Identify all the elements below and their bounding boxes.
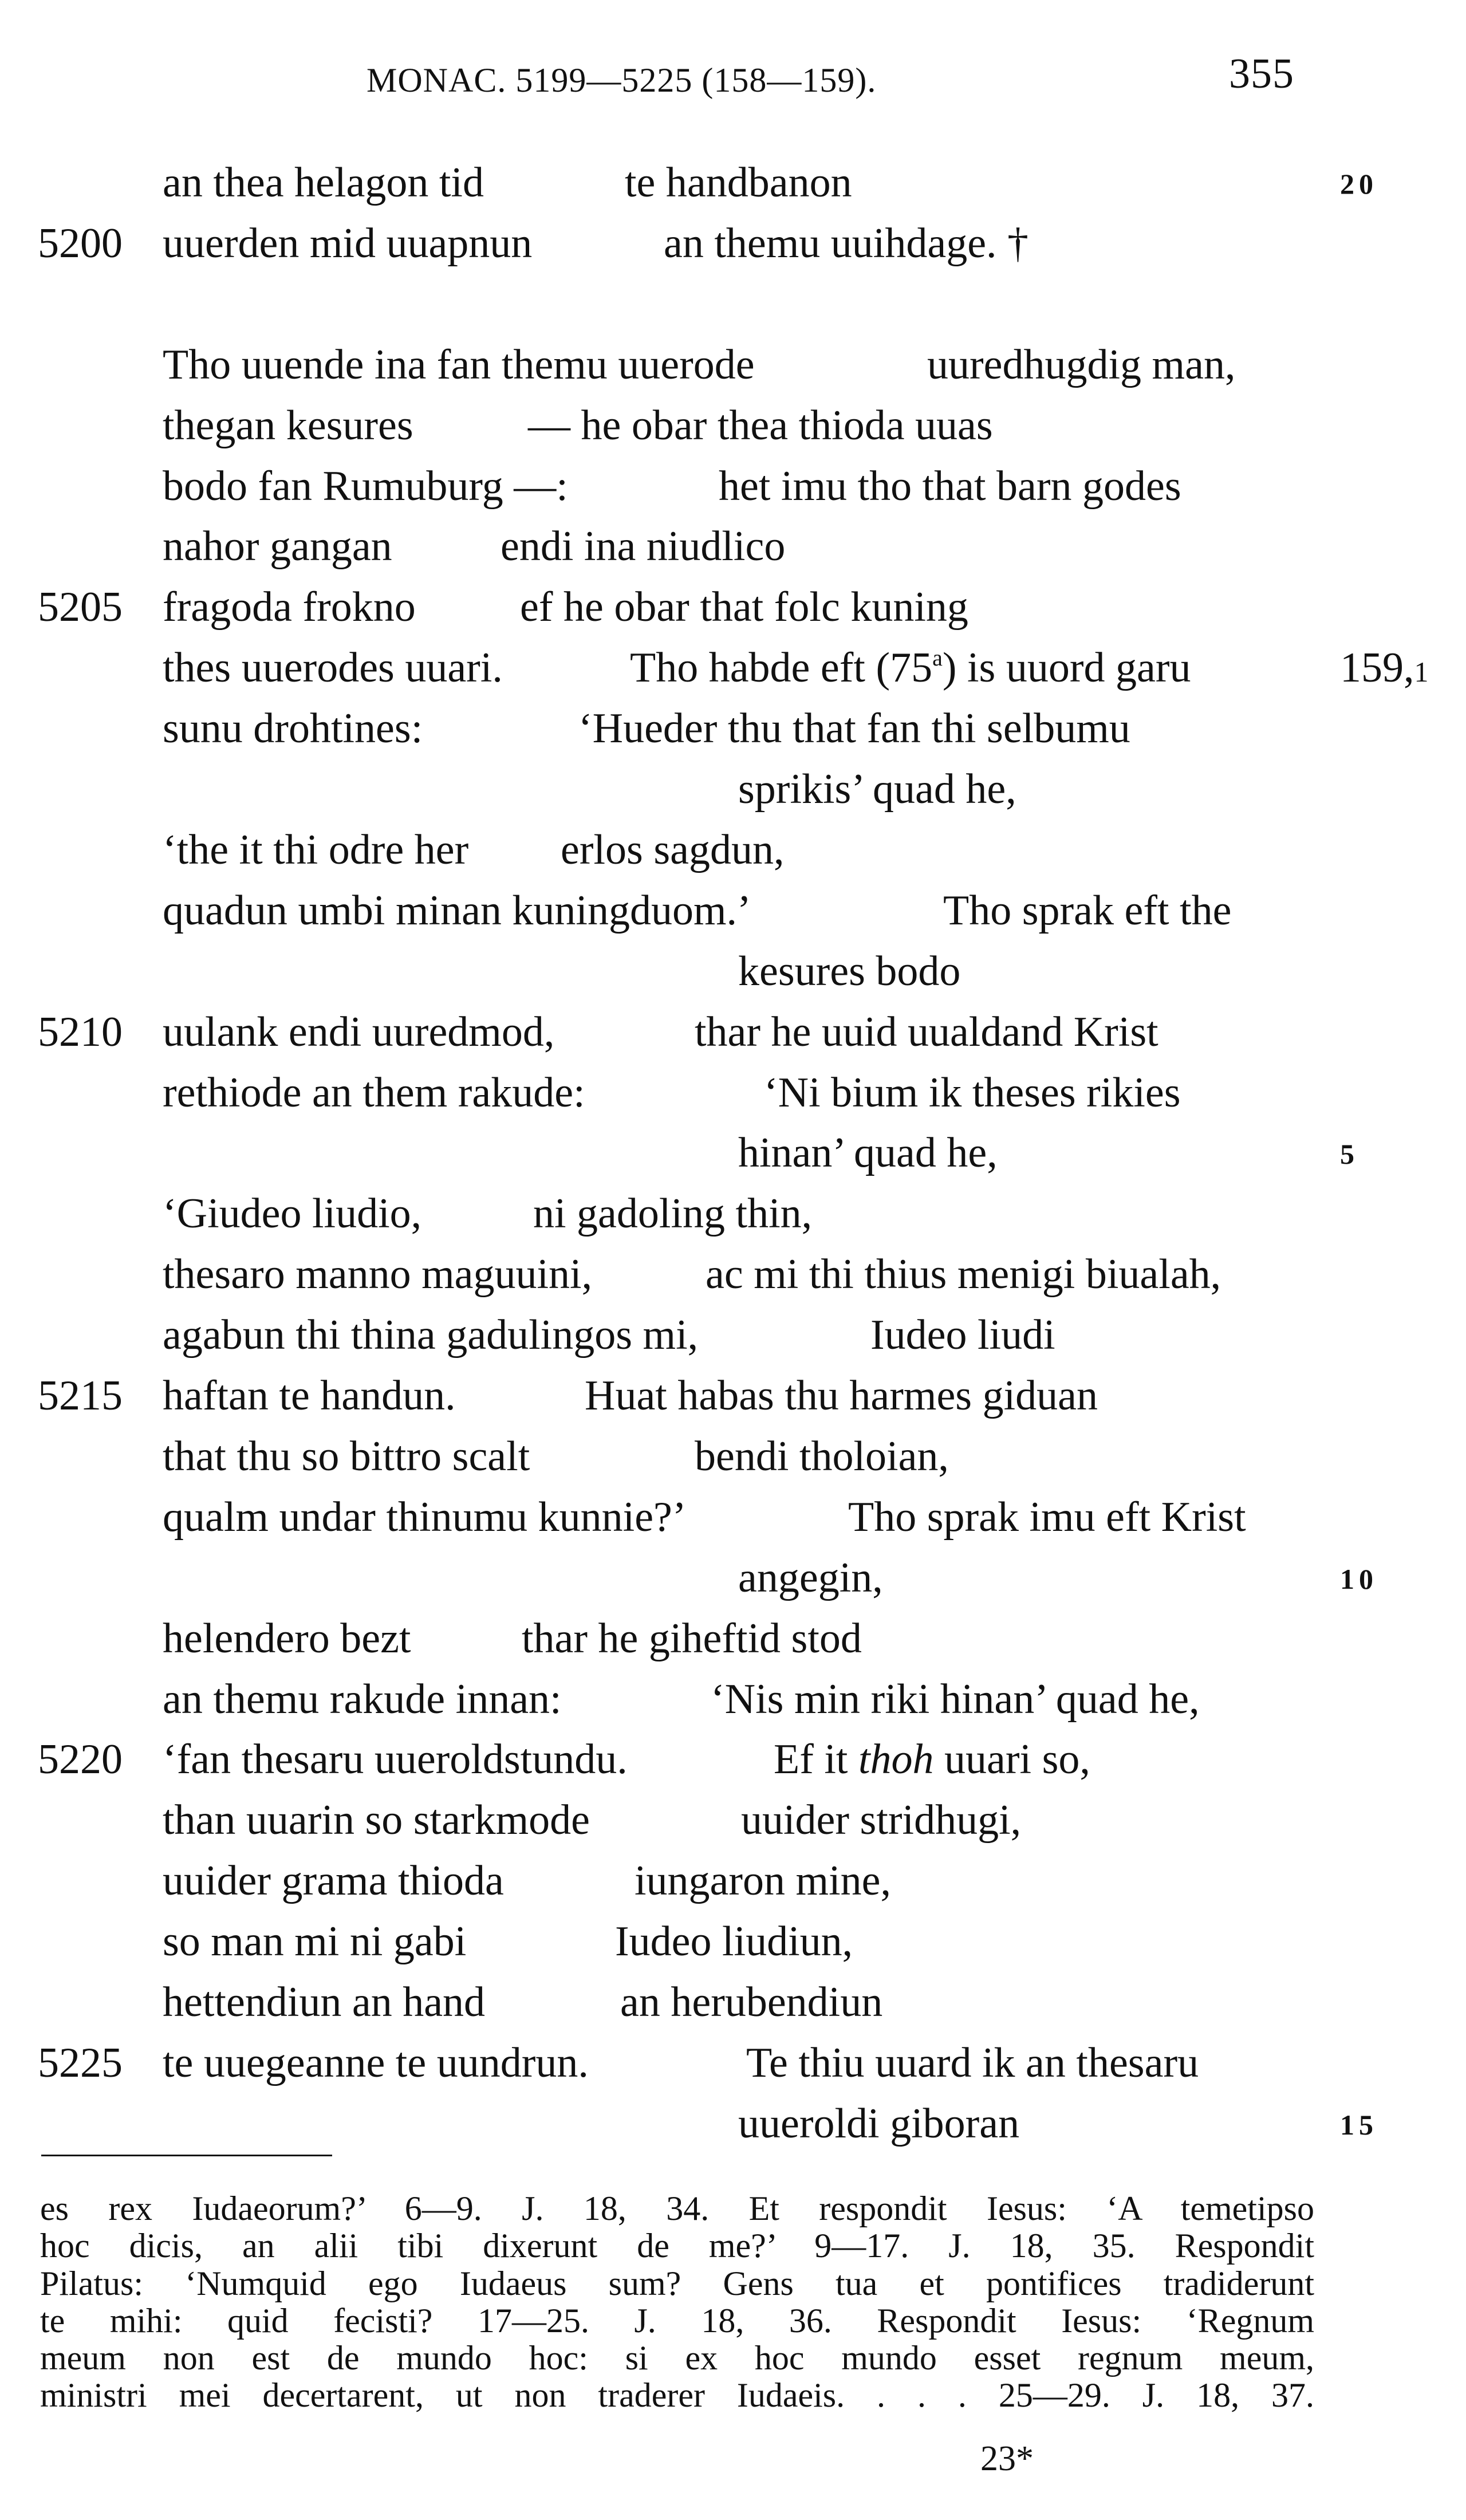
first-half-line: ‘Giudeo liudio, [163, 1190, 422, 1238]
half-line-text: an herubendiun [620, 1979, 883, 2026]
half-line-text: thar he uuid uualdand Krist [695, 1008, 1158, 1056]
half-line-text: Iudeo liudiun, [615, 1918, 853, 1966]
second-half-line [738, 766, 1016, 813]
verse-line [0, 1920, 1466, 1981]
line-number: 5225 [38, 2039, 123, 2086]
second-half-line [927, 341, 1236, 388]
half-line-text: Tho sprak imu eft Krist [848, 1493, 1246, 1541]
second-half-line [578, 705, 1130, 753]
second-half-line [719, 462, 1181, 510]
verse-line [0, 1129, 1466, 1192]
italic-emendation: thoh [858, 1736, 934, 1783]
half-line-text: ef he obar that folc kuning [520, 584, 968, 631]
second-half-line [501, 525, 785, 568]
verse-line [0, 947, 1466, 1011]
margin-reference-subnumber: 1 [1414, 656, 1429, 688]
half-line-tail: uuari so, [933, 1736, 1090, 1783]
second-half-line [764, 1069, 1181, 1116]
second-half-line [620, 1979, 883, 2026]
verse-line [0, 219, 1466, 283]
half-line-text: iungaron mine, [635, 1857, 892, 1905]
verse-line [0, 2039, 1466, 2102]
second-half-line [848, 1493, 1246, 1541]
margin-reference [1340, 644, 1429, 692]
second-half-line [738, 1554, 883, 1601]
verse-line [0, 159, 1466, 222]
half-line-text: het imu tho that barn godes [719, 462, 1181, 510]
second-half-line [630, 644, 1191, 692]
half-line-text: ‘Nis min riki hinan’ quad he, [711, 1675, 1200, 1723]
first-half-line: fragoda frokno [163, 584, 416, 631]
half-line-text: Huat habas thu harmes giduan [585, 1372, 1098, 1419]
verse-line [0, 826, 1466, 889]
first-half-line: qualm undar thinumu kunnie?’ [163, 1493, 687, 1541]
first-half-line: that thu so bittro scalt [163, 1432, 530, 1480]
half-line-text: endi ina niudlico [501, 523, 786, 570]
verse-line [0, 707, 1466, 768]
verse-line [0, 1069, 1466, 1132]
second-half-line [695, 1008, 1158, 1056]
second-half-line [615, 1918, 853, 1966]
half-line-text: te handbanon [625, 159, 852, 206]
footnote-line: meum non est de mundo hoc: si ex hoc mundo esset regnum meum, [40, 2339, 1314, 2377]
half-line-text: hinan’ quad he, [738, 1129, 998, 1177]
second-half-line [746, 2039, 1199, 2086]
second-half-line [522, 1617, 862, 1660]
margin-reference-text: 10 [1340, 1562, 1378, 1595]
margin-reference [1340, 170, 1378, 198]
second-half-line [664, 219, 1029, 267]
second-half-line [520, 584, 968, 631]
line-number: 5215 [38, 1372, 123, 1419]
folio-superscript: a [932, 645, 943, 671]
second-half-line [943, 889, 1231, 932]
second-half-line [533, 1190, 813, 1238]
footnote-rule [41, 2155, 332, 2156]
margin-reference-text: 159, [1340, 644, 1414, 692]
first-half-line: hettendiun an hand [163, 1979, 486, 2026]
second-half-line [695, 1432, 949, 1480]
first-half-line: ‘the it thi odre her [163, 826, 469, 873]
half-line-text: thar he giheftid stod [522, 1615, 862, 1662]
verse-line [0, 1675, 1466, 1739]
verse-line [0, 2102, 1466, 2163]
verse-line [0, 1493, 1466, 1557]
half-line-text: Tho sprak eft the [943, 887, 1232, 934]
margin-reference-text: 15 [1340, 2108, 1378, 2141]
verse-line [0, 1799, 1466, 1860]
first-half-line: uuider grama thioda [163, 1857, 504, 1905]
half-line-tail: ) is uuord garu [942, 644, 1191, 692]
footnote-line: es rex Iudaeorum?’ 6—9. J. 18, 34. Et respondit Iesus: ‘A temetipso [40, 2190, 1314, 2227]
first-half-line: quadun umbi minan kuningduom.’ [163, 887, 751, 934]
first-half-line: agabun thi thina gadulingos mi, [163, 1312, 699, 1359]
verse-line [0, 1432, 1466, 1496]
verse-line [0, 1617, 1466, 1678]
first-half-line: thegan kesures [163, 401, 413, 449]
half-line-text: Ef it [774, 1736, 858, 1783]
first-half-line: helendero bezt [163, 1615, 411, 1662]
verse-line [0, 341, 1466, 404]
footnote-line: te mihi: quid fecisti? 17—25. J. 18, 36. Respondit Iesus: ‘Regnum [40, 2302, 1314, 2340]
first-half-line: so man mi ni gabi [163, 1918, 467, 1966]
half-line-text: ni gadoling thin, [533, 1190, 813, 1238]
first-half-line: thesaro manno maguuini, [163, 1251, 593, 1298]
half-line-text: erlos sagdun, [561, 826, 785, 873]
line-number: 5200 [38, 219, 123, 267]
first-half-line: uulank endi uuredmod, [163, 1008, 555, 1056]
first-half-line: haftan te handun. [163, 1372, 456, 1419]
footnote-line: hoc dicis, an alii tibi dixerunt de me?’ 9—17. J. 18, 35. Respondit [40, 2227, 1314, 2265]
verse-line [0, 283, 1466, 344]
first-half-line: than uuarin so starkmode [163, 1797, 590, 1844]
half-line-text: sprikis’ quad he, [738, 766, 1016, 813]
margin-reference [1340, 1138, 1359, 1171]
second-half-line [870, 1312, 1055, 1359]
margin-reference-text: 5 [1340, 1138, 1359, 1171]
first-half-line: Tho uuende ina fan themu uuerode [163, 341, 755, 388]
verse-line [0, 1738, 1466, 1799]
first-half-line: bodo fan Rumuburg —: [163, 462, 568, 510]
half-line-text: uuredhugdig man, [927, 341, 1236, 388]
margin-reference [1340, 1562, 1378, 1595]
verse-line [0, 1981, 1466, 2042]
line-number: 5220 [38, 1736, 123, 1783]
half-line-text: uueroldi giboran [738, 2100, 1020, 2147]
half-line-text: — he obar thea thioda uuas [528, 401, 993, 449]
second-half-line [741, 1797, 1022, 1844]
first-half-line: ‘fan thesaru uueroldstundu. [163, 1736, 628, 1783]
verse-line [0, 1314, 1466, 1375]
half-line-text: Te thiu uuard ik an thesaru [746, 2039, 1199, 2086]
verse-line [0, 1008, 1466, 1072]
verse-line [0, 1372, 1466, 1435]
half-line-text: kesures bodo [738, 947, 961, 995]
second-half-line [774, 1738, 1090, 1781]
verse-line [0, 889, 1466, 950]
first-half-line: an themu rakude innan: [163, 1675, 562, 1723]
verse-line [0, 525, 1466, 586]
second-half-line [711, 1675, 1200, 1723]
second-half-line [738, 2102, 1019, 2145]
verse-line [0, 586, 1466, 647]
half-line-text: ac mi thi thius menigi biualah, [706, 1251, 1221, 1298]
margin-reference [1340, 2110, 1378, 2139]
second-half-line [561, 826, 785, 873]
footnote-line: Pilatus: ‘Numquid ego Iudaeus sum? Gens tua et pontifices tradiderunt [40, 2265, 1314, 2302]
verse-line [0, 462, 1466, 526]
second-half-line [706, 1253, 1221, 1296]
verse-line [0, 1554, 1466, 1617]
verse-line [0, 1253, 1466, 1314]
running-header: MONAC. 5199—5225 (158—159). [366, 61, 877, 99]
first-half-line: rethiode an them rakude: [163, 1069, 585, 1116]
second-half-line [738, 947, 961, 995]
half-line-text: angegin, [738, 1554, 883, 1601]
second-half-line [528, 401, 993, 449]
half-line-text: bendi tholoian, [695, 1432, 949, 1480]
line-number: 5210 [38, 1008, 123, 1056]
half-line-text: Tho habde eft (75 [630, 644, 933, 692]
verse-line [0, 1857, 1466, 1920]
margin-reference-text: 20 [1340, 168, 1378, 200]
first-half-line: nahor gangan [163, 523, 392, 570]
verse-line [0, 401, 1466, 465]
second-half-line [585, 1372, 1098, 1419]
second-half-line [625, 159, 852, 206]
line-number: 5205 [38, 584, 123, 631]
half-line-text: ‘Ni bium ik theses rikies [764, 1069, 1181, 1116]
first-half-line: uuerden mid uuapnun [163, 219, 533, 267]
first-half-line: thes uuerodes uuari. [163, 644, 503, 692]
half-line-text: uuider stridhugi, [741, 1797, 1022, 1844]
signature-mark: 23* [980, 2439, 1034, 2478]
second-half-line [635, 1857, 892, 1905]
verse-line [0, 644, 1466, 707]
verse-line [0, 768, 1466, 829]
first-half-line: te uuegeanne te uundrun. [163, 2039, 589, 2086]
first-half-line: an thea helagon tid [163, 159, 484, 206]
verse-line [0, 1192, 1466, 1253]
page-number: 355 [1229, 50, 1294, 97]
footnote-line: ministri mei decertarent, ut non traderer Iudaeis. . . . 25—29. J. 18, 37. [40, 2376, 1314, 2414]
half-line-text: an themu uuihdage. † [664, 219, 1029, 267]
half-line-text: Iudeo liudi [870, 1312, 1055, 1359]
half-line-text: ‘Hueder thu that fan thi selbumu [578, 705, 1130, 753]
second-half-line [738, 1129, 998, 1177]
first-half-line: sunu drohtines: [163, 705, 423, 753]
